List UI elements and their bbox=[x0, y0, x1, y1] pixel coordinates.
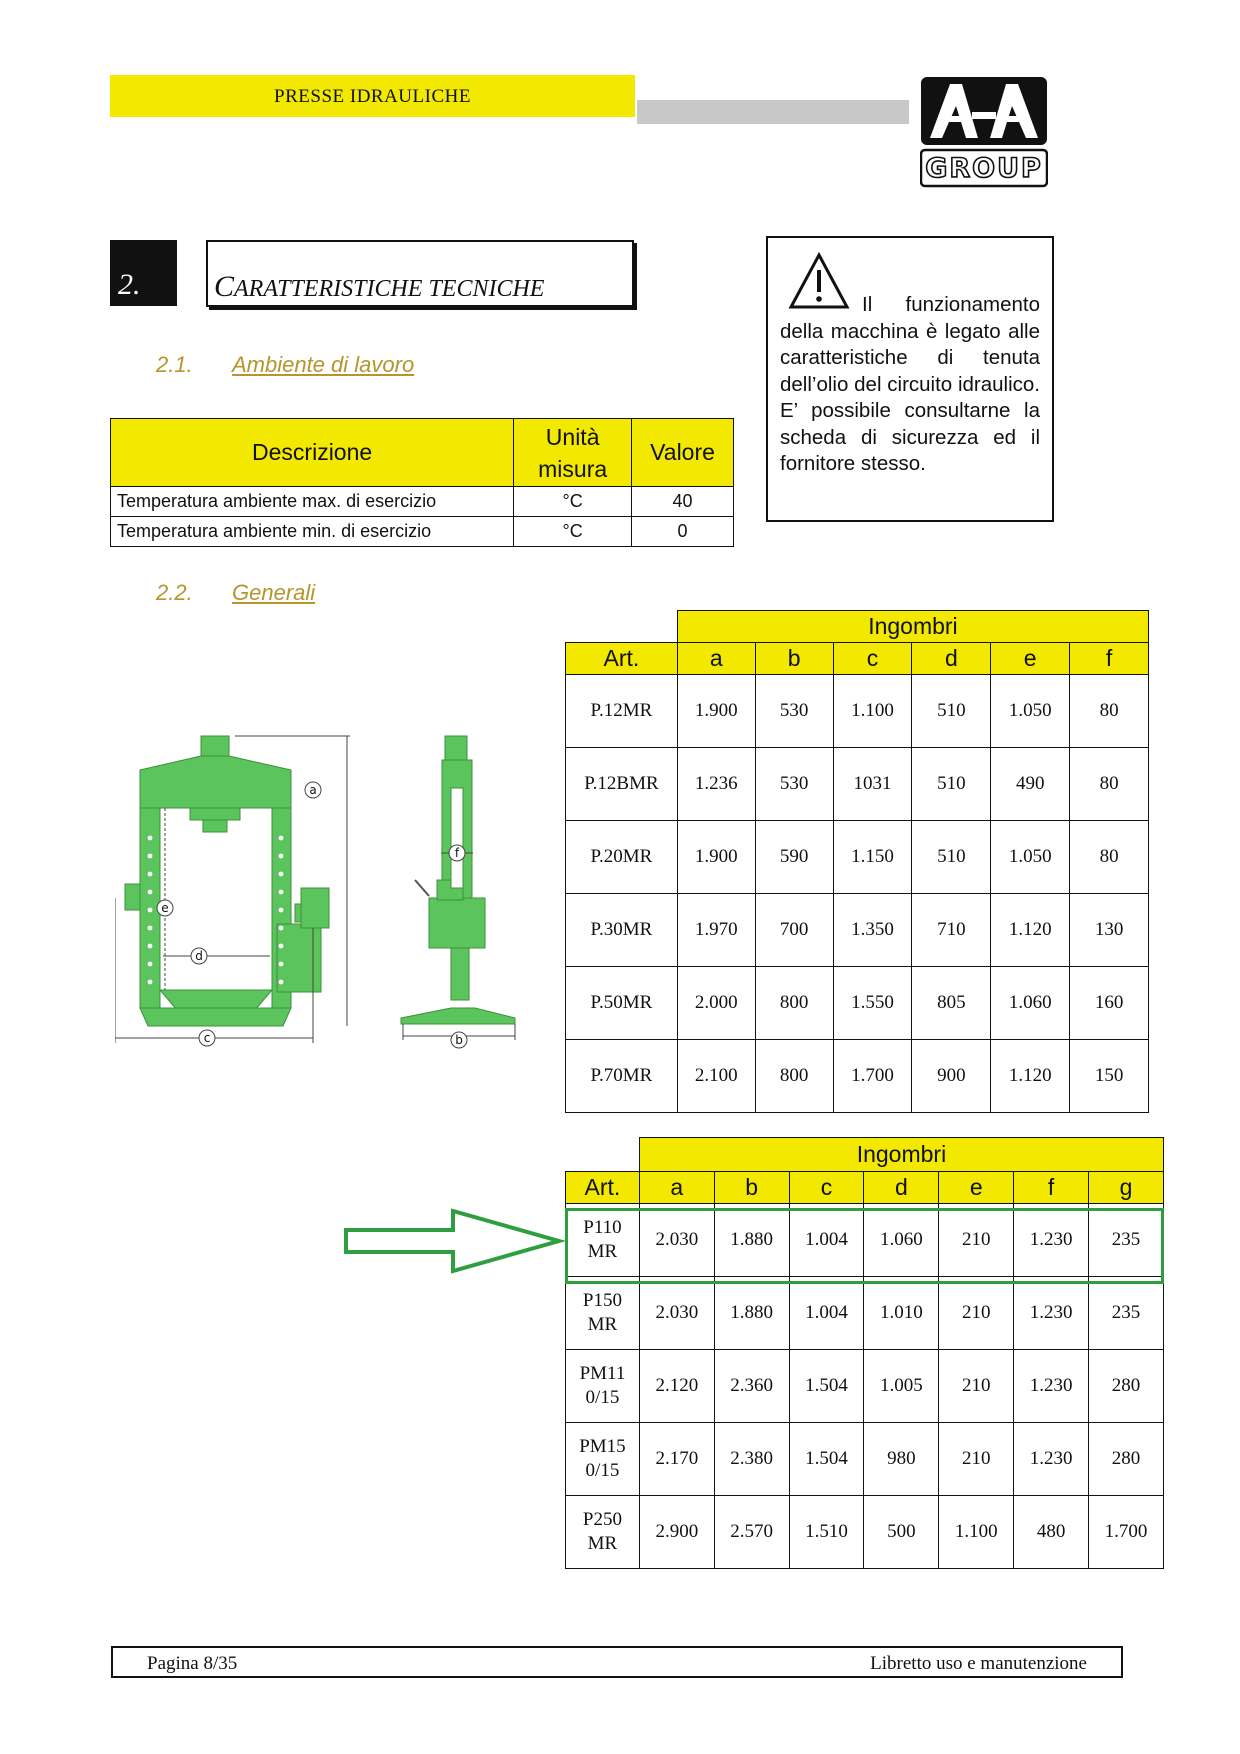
table-cell: 1.504 bbox=[789, 1423, 864, 1496]
table-cell: 2.030 bbox=[639, 1277, 714, 1350]
table-cell: 1.004 bbox=[789, 1204, 864, 1277]
dim-label-c: c bbox=[203, 1031, 211, 1045]
table-cell: 1.004 bbox=[789, 1277, 864, 1350]
dim-label-d: d bbox=[195, 949, 203, 963]
table-cell: 210 bbox=[939, 1277, 1014, 1350]
table-cell: 530 bbox=[755, 748, 833, 821]
table-cell: 1.060 bbox=[991, 967, 1070, 1040]
warning-text: Il funzionamento della macchina è legato alle caratteristiche di tenuta dell’olio del circuito idraulico. E’ possibile consultarne la scheda di sicurezza ed il fornitore stesso. bbox=[780, 293, 1040, 475]
table-cell: 2.120 bbox=[639, 1350, 714, 1423]
table-cell: 1.970 bbox=[677, 894, 755, 967]
table-cell: 510 bbox=[912, 821, 991, 894]
table-cell: 1.510 bbox=[789, 1496, 864, 1569]
article-cell: P.30MR bbox=[566, 894, 678, 967]
table1-header: d bbox=[912, 643, 991, 675]
footer bbox=[111, 1646, 1123, 1678]
header-band bbox=[110, 75, 635, 117]
table-cell: 1.350 bbox=[833, 894, 912, 967]
table-cell: 2.360 bbox=[714, 1350, 789, 1423]
table2-group-header: Ingombri bbox=[639, 1138, 1163, 1172]
env-header-unit: Unità misura bbox=[514, 419, 632, 487]
table-cell: 280 bbox=[1089, 1423, 1164, 1496]
table-cell: 1.236 bbox=[677, 748, 755, 821]
table-cell: 40 bbox=[632, 487, 734, 517]
table-cell: 1.120 bbox=[991, 894, 1070, 967]
table-cell: 1.700 bbox=[1089, 1496, 1164, 1569]
pump-unit bbox=[277, 924, 321, 992]
warning-box bbox=[766, 236, 1054, 522]
table2-header: b bbox=[714, 1172, 789, 1204]
table-cell: 1.100 bbox=[833, 675, 912, 748]
table-row bbox=[566, 894, 1149, 967]
table2-header: e bbox=[939, 1172, 1014, 1204]
table2-header: g bbox=[1089, 1172, 1164, 1204]
table-cell: 80 bbox=[1070, 748, 1149, 821]
table-row bbox=[111, 517, 734, 547]
subsection-title: Generali bbox=[232, 580, 316, 605]
table-cell: 480 bbox=[1014, 1496, 1089, 1569]
table-cell: 500 bbox=[864, 1496, 939, 1569]
table-cell: 1.900 bbox=[677, 821, 755, 894]
table-cell: 980 bbox=[864, 1423, 939, 1496]
arrow-icon bbox=[343, 1208, 565, 1274]
article-cell: P.50MR bbox=[566, 967, 678, 1040]
logo-text: GROUP bbox=[925, 153, 1043, 184]
table-row bbox=[566, 748, 1149, 821]
article-cell: P.12MR bbox=[566, 675, 678, 748]
table-cell: 1.230 bbox=[1014, 1423, 1089, 1496]
highlight-row-box bbox=[565, 1208, 1164, 1284]
table1-group-header: Ingombri bbox=[677, 611, 1148, 643]
table1-header: e bbox=[991, 643, 1070, 675]
table2-header: c bbox=[789, 1172, 864, 1204]
table-cell: 2.000 bbox=[677, 967, 755, 1040]
table-cell: 1.050 bbox=[991, 821, 1070, 894]
press-base bbox=[140, 1008, 291, 1026]
env-header-value: Valore bbox=[632, 419, 734, 487]
table-cell: 2.100 bbox=[677, 1040, 755, 1113]
subsection-2-1 bbox=[156, 352, 414, 378]
dim-label-e: e bbox=[161, 901, 169, 915]
table-row bbox=[566, 675, 1149, 748]
table-cell: Temperatura ambiente min. di esercizio bbox=[111, 517, 514, 547]
table1-header: f bbox=[1070, 643, 1149, 675]
table1-header: Art. bbox=[566, 643, 678, 675]
table-cell: 235 bbox=[1089, 1277, 1164, 1350]
table-cell: 510 bbox=[912, 748, 991, 821]
dim-label-f: f bbox=[454, 846, 460, 860]
table-cell: 590 bbox=[755, 821, 833, 894]
table2-header: f bbox=[1014, 1172, 1089, 1204]
dim-label-b: b bbox=[455, 1033, 463, 1047]
table2-header: a bbox=[639, 1172, 714, 1204]
table-cell: 2.380 bbox=[714, 1423, 789, 1496]
article-cell: P250 MR bbox=[566, 1496, 640, 1569]
dimensions-table-1 bbox=[565, 610, 1149, 1113]
section-title-rest: ARATTERISTICHE TECNICHE bbox=[234, 276, 545, 302]
table-cell: 805 bbox=[912, 967, 991, 1040]
table-cell: 130 bbox=[1070, 894, 1149, 967]
table-row bbox=[566, 1350, 1164, 1423]
table-cell: 1031 bbox=[833, 748, 912, 821]
table-cell: 210 bbox=[939, 1423, 1014, 1496]
article-cell: P.20MR bbox=[566, 821, 678, 894]
table-cell: 800 bbox=[755, 967, 833, 1040]
table-cell: 1.230 bbox=[1014, 1204, 1089, 1277]
table-cell: 1.100 bbox=[939, 1496, 1014, 1569]
warning-icon bbox=[788, 252, 850, 310]
header-grey-bar bbox=[637, 100, 909, 124]
table2-header: d bbox=[864, 1172, 939, 1204]
table-cell: 1.060 bbox=[864, 1204, 939, 1277]
table-cell: 0 bbox=[632, 517, 734, 547]
press-diagram bbox=[115, 728, 535, 1068]
article-cell: P110 MR bbox=[566, 1204, 640, 1277]
table1-body bbox=[566, 675, 1149, 1113]
table2-header: Art. bbox=[566, 1172, 640, 1204]
table-row bbox=[111, 487, 734, 517]
table-cell: 1.880 bbox=[714, 1204, 789, 1277]
table-cell: 1.700 bbox=[833, 1040, 912, 1113]
article-cell: P150 MR bbox=[566, 1277, 640, 1350]
table-cell: 700 bbox=[755, 894, 833, 967]
table-cell: 210 bbox=[939, 1204, 1014, 1277]
table-cell: 210 bbox=[939, 1350, 1014, 1423]
table-cell: 800 bbox=[755, 1040, 833, 1113]
table-cell: 2.900 bbox=[639, 1496, 714, 1569]
dimensions-table-2 bbox=[565, 1137, 1164, 1569]
dim-label-a: a bbox=[309, 783, 317, 797]
table-cell: Temperatura ambiente max. di esercizio bbox=[111, 487, 514, 517]
table-row bbox=[566, 821, 1149, 894]
table-cell: 2.570 bbox=[714, 1496, 789, 1569]
table-row bbox=[566, 1040, 1149, 1113]
table1-header: c bbox=[833, 643, 912, 675]
table-cell: 280 bbox=[1089, 1350, 1164, 1423]
subsection-number: 2.1. bbox=[156, 352, 193, 377]
table-cell: 1.010 bbox=[864, 1277, 939, 1350]
table-cell: 160 bbox=[1070, 967, 1149, 1040]
table-cell: 1.005 bbox=[864, 1350, 939, 1423]
section-title bbox=[206, 240, 634, 307]
env-header-description: Descrizione bbox=[111, 419, 514, 487]
article-cell: PM11 0/15 bbox=[566, 1350, 640, 1423]
section-number: 2. bbox=[110, 240, 177, 306]
table-cell: 1.120 bbox=[991, 1040, 1070, 1113]
table-cell: 510 bbox=[912, 675, 991, 748]
article-cell: P.70MR bbox=[566, 1040, 678, 1113]
table1-header: b bbox=[755, 643, 833, 675]
table-cell: 235 bbox=[1089, 1204, 1164, 1277]
article-cell: PM15 0/15 bbox=[566, 1423, 640, 1496]
table-cell: 1.550 bbox=[833, 967, 912, 1040]
table-cell: °C bbox=[514, 517, 632, 547]
press-frame-top bbox=[140, 756, 291, 808]
table-cell: 1.230 bbox=[1014, 1350, 1089, 1423]
press-ram-block bbox=[190, 808, 240, 820]
table-cell: 1.150 bbox=[833, 821, 912, 894]
table-cell: 2.170 bbox=[639, 1423, 714, 1496]
footer-page: Pagina 8/35 bbox=[147, 1653, 238, 1674]
table-cell: °C bbox=[514, 487, 632, 517]
table-cell: 530 bbox=[755, 675, 833, 748]
table-cell: 490 bbox=[991, 748, 1070, 821]
table-cell: 80 bbox=[1070, 675, 1149, 748]
table-cell: 80 bbox=[1070, 821, 1149, 894]
table-row bbox=[566, 1277, 1164, 1350]
table-cell: 710 bbox=[912, 894, 991, 967]
table-cell: 1.230 bbox=[1014, 1277, 1089, 1350]
table-cell: 1.880 bbox=[714, 1277, 789, 1350]
subsection-number: 2.2. bbox=[156, 580, 193, 605]
header-title: PRESSE IDRAULICHE bbox=[274, 86, 471, 107]
environment-table bbox=[110, 418, 734, 547]
table-cell: 1.050 bbox=[991, 675, 1070, 748]
section-title-initial: C bbox=[214, 270, 235, 303]
table-cell: 900 bbox=[912, 1040, 991, 1113]
aa-group-logo bbox=[920, 76, 1048, 188]
subsection-2-2 bbox=[156, 580, 315, 606]
table-cell: 1.900 bbox=[677, 675, 755, 748]
article-cell: P.12BMR bbox=[566, 748, 678, 821]
table-row bbox=[566, 1423, 1164, 1496]
table-cell: 2.030 bbox=[639, 1204, 714, 1277]
table-cell: 1.504 bbox=[789, 1350, 864, 1423]
table1-header: a bbox=[677, 643, 755, 675]
subsection-title: Ambiente di lavoro bbox=[232, 352, 415, 377]
table-row bbox=[566, 967, 1149, 1040]
table-cell: 150 bbox=[1070, 1040, 1149, 1113]
footer-doc-title: Libretto uso e manutenzione bbox=[870, 1653, 1087, 1674]
table-row bbox=[566, 1496, 1164, 1569]
